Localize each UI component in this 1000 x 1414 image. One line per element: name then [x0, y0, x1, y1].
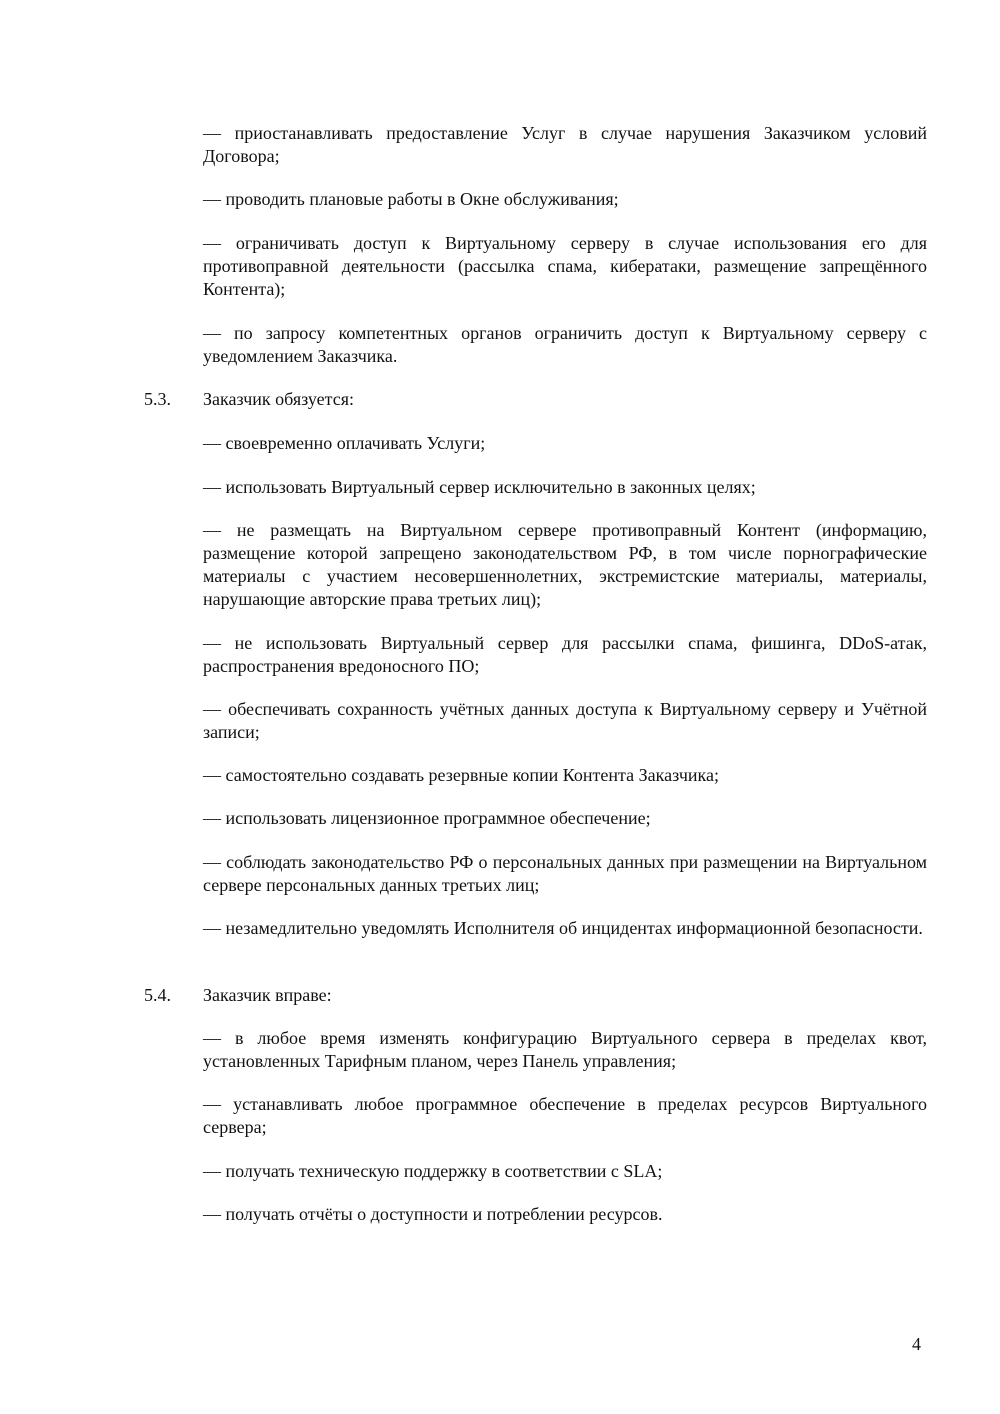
section-title: Заказчик вправе: [203, 985, 332, 1005]
list-item: — не использовать Виртуальный сервер для рассылки спама, фишинга, DDoS-атак, распространения вредоносного ПО; [203, 633, 927, 676]
paragraph: — по запросу компетентных органов ограничить доступ к Виртуальному серверу с уведомлением Заказчика. [203, 323, 927, 366]
list-item: — своевременно оплачивать Услуги; [203, 433, 486, 453]
list-item: — устанавливать любое программное обеспечение в пределах ресурсов Виртуального сервера; [203, 1094, 927, 1137]
list-item: — самостоятельно создавать резервные копии Контента Заказчика; [203, 765, 719, 785]
list-item: — не размещать на Виртуальном сервере противоправный Контент (информацию, размещение которой запрещено законодательством РФ, в том числе порнографические материалы с участием несовершеннолетних, экстремистские материалы, материалы, нарушающие авторские права третьих лиц); [203, 520, 927, 609]
list-item: — получать техническую поддержку в соответствии с SLA; [203, 1161, 663, 1181]
paragraph: — приостанавливать предоставление Услуг в случае нарушения Заказчиком условий Договора; [203, 123, 927, 166]
page-number: 4 [912, 1334, 921, 1354]
list-item: — обеспечивать сохранность учётных данных доступа к Виртуальному серверу и Учётной записи; [203, 699, 927, 742]
list-item: — получать отчёты о доступности и потреблении ресурсов. [203, 1204, 663, 1224]
section-number: 5.4. [144, 985, 171, 1005]
paragraph: — проводить плановые работы в Окне обслуживания; [203, 189, 619, 209]
list-item: — использовать лицензионное программное обеспечение; [203, 808, 651, 828]
list-item: — в любое время изменять конфигурацию Виртуального сервера в пределах квот, установленных Тарифным планом, через Панель управления; [203, 1028, 927, 1071]
list-item: — соблюдать законодательство РФ о персональных данных при размещении на Виртуальном сервере персональных данных третьих лиц; [203, 852, 927, 895]
paragraph: — ограничивать доступ к Виртуальному серверу в случае использования его для противоправной деятельности (рассылка спама, кибератаки, размещение запрещённого Контента); [203, 233, 927, 299]
list-item: — незамедлительно уведомлять Исполнителя об инцидентах информационной безопасности. [203, 918, 923, 938]
section-title: Заказчик обязуется: [203, 389, 354, 409]
section-number: 5.3. [144, 389, 171, 409]
list-item: — использовать Виртуальный сервер исключительно в законных целях; [203, 477, 756, 497]
